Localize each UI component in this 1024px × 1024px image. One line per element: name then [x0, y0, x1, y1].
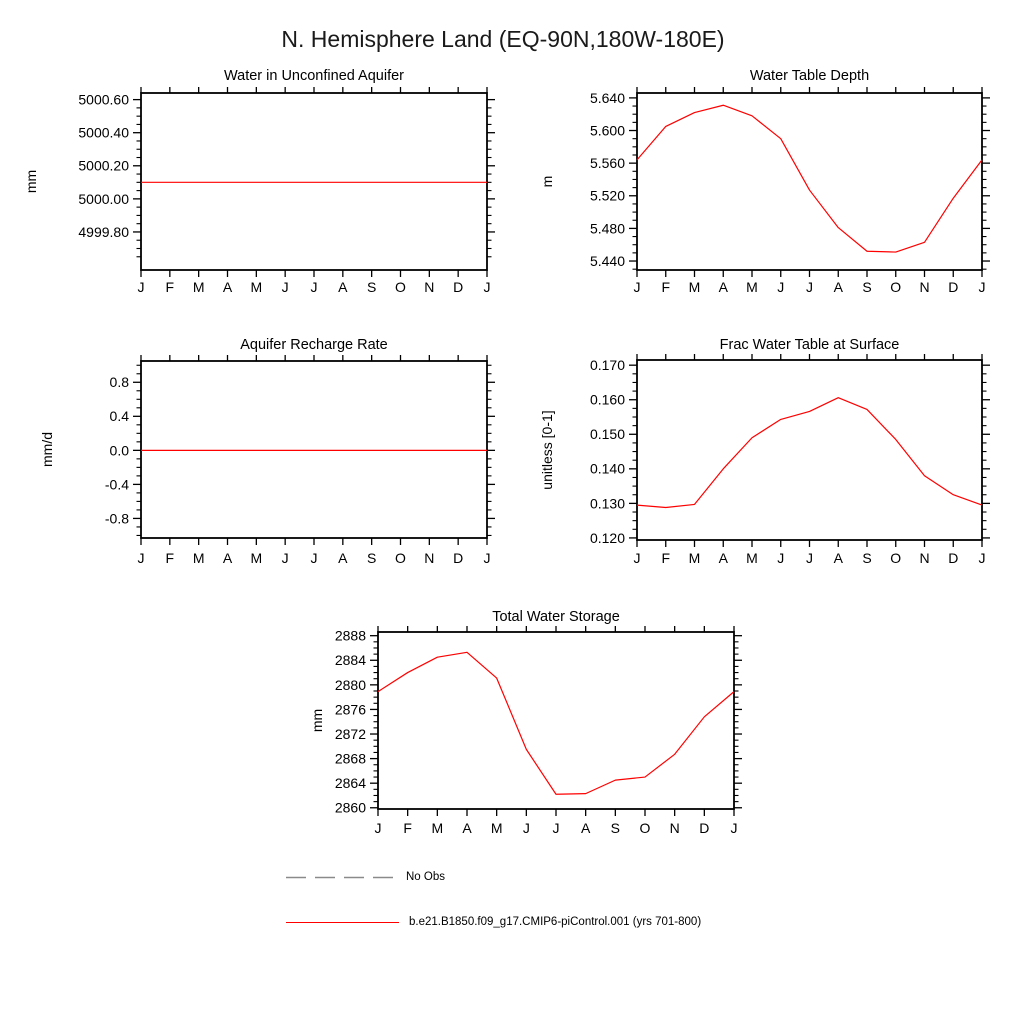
x-tick-label: M — [490, 819, 503, 836]
y-tick-label: 5.440 — [589, 252, 625, 269]
data-line — [378, 652, 734, 794]
legend-item-model-run — [285, 916, 701, 928]
x-tick-label: O — [639, 819, 651, 836]
x-tick-label: J — [310, 549, 318, 566]
x-tick-label: A — [833, 278, 843, 295]
x-tick-label: M — [688, 549, 701, 566]
x-tick-label: J — [806, 549, 813, 566]
y-tick-label: 0.150 — [589, 426, 625, 443]
panel-water-table-depth — [539, 68, 990, 295]
x-tick-label: D — [948, 549, 959, 566]
y-tick-label: 0.4 — [109, 408, 129, 425]
x-tick-label: J — [730, 819, 738, 836]
panel-title: Water in Unconfined Aquifer — [223, 68, 405, 84]
x-tick-label: M — [250, 278, 263, 295]
x-tick-label: A — [833, 549, 843, 566]
panel-title: Total Water Storage — [492, 609, 620, 625]
x-tick-label: O — [395, 278, 406, 295]
x-tick-label: J — [777, 549, 785, 566]
y-tick-label: 2872 — [334, 725, 366, 742]
model-run-line-swatch — [285, 919, 400, 926]
y-tick-label: 5.640 — [589, 89, 625, 106]
x-tick-label: O — [395, 549, 406, 566]
legend-no-obs-label: No Obs — [406, 871, 445, 883]
x-tick-label: N — [919, 278, 930, 295]
x-tick-label: J — [777, 278, 785, 295]
x-tick-label: M — [688, 278, 701, 295]
legend-item-no-obs — [285, 871, 445, 883]
x-tick-label: M — [746, 278, 758, 295]
x-tick-label: F — [165, 549, 175, 566]
y-tick-label: 2880 — [334, 676, 366, 693]
x-tick-label: J — [483, 278, 491, 295]
x-tick-label: S — [862, 278, 872, 295]
main-title: N. Hemisphere Land (EQ-90N,180W-180E) — [281, 26, 725, 52]
x-tick-label: N — [424, 278, 435, 295]
x-tick-label: S — [366, 549, 377, 566]
x-tick-label: J — [281, 549, 289, 566]
x-tick-label: D — [453, 278, 464, 295]
legend-model-run-label: b.e21.B1850.f09_g17.CMIP6-piControl.001 (yrs 701-800) — [409, 916, 702, 928]
x-tick-label: F — [661, 278, 671, 295]
y-tick-label: 5000.00 — [78, 190, 129, 207]
y-tick-label: 5.560 — [589, 155, 625, 172]
x-tick-label: F — [661, 549, 671, 566]
x-tick-label: J — [281, 278, 289, 295]
panel-aquifer-recharge-rate — [39, 337, 495, 566]
x-tick-label: A — [580, 819, 591, 836]
plot-border — [637, 93, 982, 270]
panel-title: Water Table Depth — [749, 68, 870, 84]
x-tick-label: J — [137, 549, 145, 566]
x-tick-label: A — [222, 549, 233, 566]
no-obs-dashed-line-swatch — [285, 874, 397, 881]
y-axis-label: mm — [309, 708, 325, 733]
x-tick-label: J — [374, 819, 382, 836]
y-axis-label: mm — [23, 169, 39, 194]
panel-total-water-storage — [309, 609, 742, 836]
y-tick-label: -0.4 — [104, 476, 129, 493]
y-axis-label: m — [539, 175, 555, 188]
x-tick-label: S — [366, 278, 377, 295]
x-tick-label: D — [453, 549, 464, 566]
data-line — [637, 398, 982, 508]
y-tick-label: 5000.60 — [78, 91, 129, 108]
x-tick-label: A — [718, 278, 728, 295]
x-tick-label: J — [483, 549, 491, 566]
panel-title: Aquifer Recharge Rate — [240, 337, 388, 353]
x-tick-label: N — [669, 819, 680, 836]
x-tick-label: J — [633, 549, 641, 566]
x-tick-label: J — [137, 278, 145, 295]
y-tick-label: 5.600 — [589, 122, 625, 139]
x-tick-label: J — [633, 278, 641, 295]
x-tick-label: J — [978, 549, 986, 566]
plot-border — [378, 632, 734, 809]
y-tick-label: 5.520 — [589, 187, 625, 204]
y-tick-label: 5.480 — [589, 220, 625, 237]
y-tick-label: 0.0 — [109, 442, 129, 459]
x-tick-label: N — [424, 549, 435, 566]
y-tick-label: 0.8 — [109, 374, 129, 391]
y-tick-label: 0.140 — [589, 460, 625, 477]
x-tick-label: M — [746, 549, 758, 566]
x-tick-label: M — [192, 278, 205, 295]
x-tick-label: J — [806, 278, 813, 295]
plot-border — [637, 360, 982, 540]
x-tick-label: S — [862, 549, 872, 566]
panel-water-in-unconfined-aquifer — [23, 68, 495, 295]
x-tick-label: M — [192, 549, 205, 566]
x-tick-label: D — [699, 819, 710, 836]
y-tick-label: 0.170 — [589, 357, 625, 374]
x-tick-label: J — [552, 819, 560, 836]
panel-title: Frac Water Table at Surface — [719, 337, 900, 353]
y-tick-label: 4999.80 — [78, 223, 129, 240]
x-tick-label: A — [338, 278, 348, 295]
x-tick-label: S — [610, 819, 621, 836]
x-tick-label: O — [890, 278, 902, 295]
x-tick-label: M — [431, 819, 444, 836]
x-tick-label: A — [222, 278, 233, 295]
y-tick-label: 0.120 — [589, 529, 625, 546]
y-tick-label: 2868 — [334, 750, 366, 767]
data-line — [637, 105, 982, 252]
y-axis-label: mm/d — [39, 432, 55, 467]
y-tick-label: 5000.40 — [78, 124, 129, 141]
y-tick-label: -0.8 — [104, 510, 129, 527]
x-tick-label: A — [462, 819, 472, 836]
y-tick-label: 2884 — [334, 652, 366, 669]
y-tick-label: 2888 — [334, 627, 366, 644]
y-tick-label: 2876 — [334, 701, 366, 718]
x-tick-label: J — [522, 819, 530, 836]
panel-frac-water-table-at-surface — [539, 337, 990, 566]
x-tick-label: N — [919, 549, 930, 566]
y-tick-label: 2860 — [334, 799, 366, 816]
plot-border — [141, 93, 487, 270]
x-tick-label: M — [250, 549, 263, 566]
plot-border — [141, 361, 487, 538]
y-axis-label: unitless [0-1] — [539, 410, 555, 490]
x-tick-label: J — [310, 278, 318, 295]
x-tick-label: A — [718, 549, 728, 566]
x-tick-label: F — [165, 278, 175, 295]
x-tick-label: J — [978, 278, 986, 295]
x-tick-label: F — [403, 819, 412, 836]
x-tick-label: D — [948, 278, 959, 295]
y-tick-label: 2864 — [334, 775, 366, 792]
y-tick-label: 0.160 — [589, 391, 625, 408]
x-tick-label: O — [890, 549, 902, 566]
x-tick-label: A — [338, 549, 348, 566]
y-tick-label: 0.130 — [589, 495, 625, 512]
y-tick-label: 5000.20 — [78, 157, 129, 174]
